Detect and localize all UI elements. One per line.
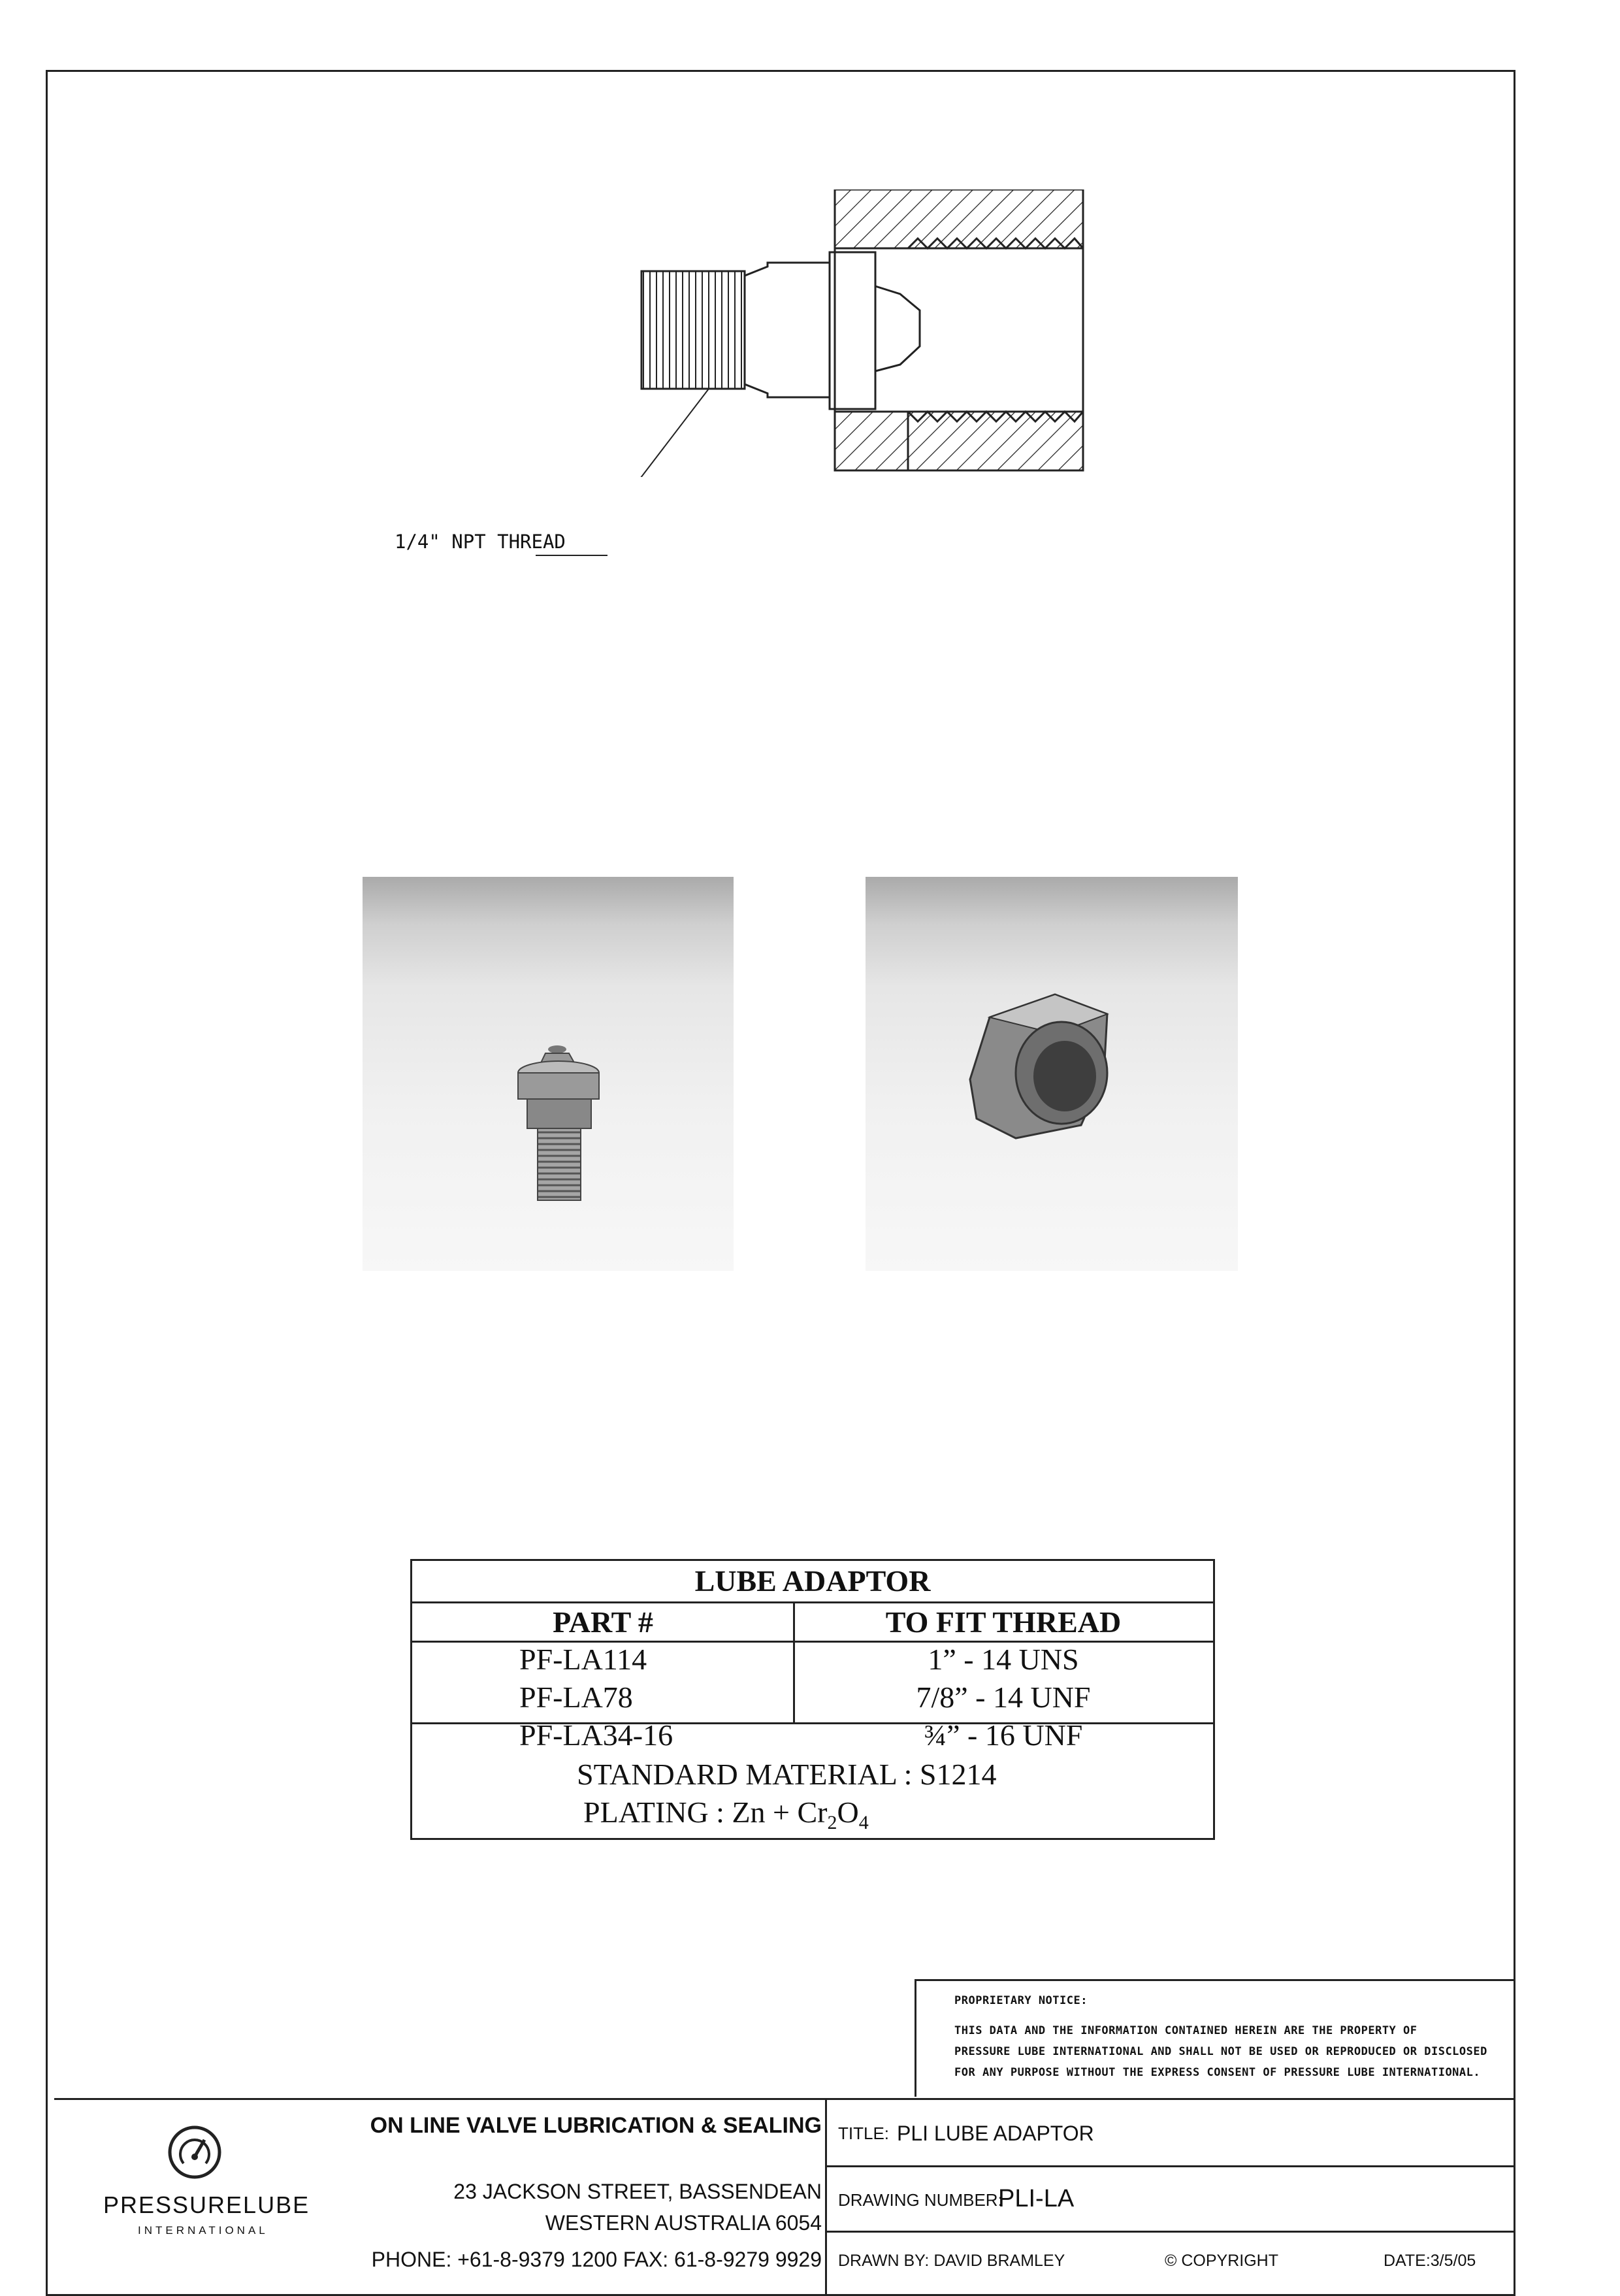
notice-line: PRESSURE LUBE INTERNATIONAL AND SHALL NOT BE USED OR REPRODUCED OR DISCLOSED	[954, 2045, 1487, 2058]
header-thread: TO FIT THREAD	[885, 1605, 1122, 1639]
part-cell: PF-LA114	[519, 1643, 647, 1676]
thread-callout: 1/4" NPT THREAD	[395, 531, 566, 553]
thread-cell: 7/8” - 14 UNF	[916, 1681, 1091, 1714]
pressure-gauge-icon	[165, 2123, 224, 2182]
thread-cell: ¾” - 16 UNF	[924, 1718, 1083, 1752]
notice-heading: PROPRIETARY NOTICE:	[954, 1994, 1088, 2007]
drawing-date: DATE:3/5/05	[1384, 2252, 1476, 2270]
title-block-divider	[825, 2100, 827, 2296]
part-cell: PF-LA34-16	[519, 1718, 673, 1752]
drawing-number-label: DRAWING NUMBER:	[838, 2190, 1003, 2210]
company-address1: 23 JACKSON STREET, BASSENDEAN	[453, 2180, 822, 2203]
logo-subtitle: INTERNATIONAL	[138, 2224, 268, 2237]
company-division: ON LINE VALVE LUBRICATION & SEALING	[370, 2113, 822, 2138]
proprietary-notice	[915, 1979, 1515, 2097]
drawing-number-row-line	[825, 2231, 1515, 2233]
notice-line: FOR ANY PURPOSE WITHOUT THE EXPRESS CONSENT OF PRESSURE LUBE INTERNATIONAL.	[954, 2066, 1481, 2079]
title-label: TITLE:	[838, 2124, 890, 2143]
spec-table	[410, 1559, 1215, 1840]
company-contact: PHONE: +61-8-9379 1200 FAX: 61-8-9279 9929	[371, 2248, 822, 2271]
photo-hex-nut	[866, 877, 1238, 1271]
adaptor-section-drawing	[627, 189, 1097, 477]
copyright: © COPYRIGHT	[1165, 2252, 1278, 2270]
title-row-line	[825, 2165, 1515, 2167]
title-block	[54, 2098, 1515, 2296]
standard-material: STANDARD MATERIAL : S1214	[577, 1758, 997, 1791]
spec-body	[412, 1641, 1213, 1752]
drawn-by: DRAWN BY: DAVID BRAMLEY	[838, 2252, 1065, 2270]
thread-cell: 1” - 14 UNS	[928, 1643, 1079, 1676]
spec-header-row	[412, 1601, 1213, 1643]
drawing-number-value: PLI-LA	[998, 2185, 1075, 2212]
plating: PLATING : $Zn + Cr_2O_4$	[583, 1796, 869, 1834]
title-value: PLI LUBE ADAPTOR	[897, 2122, 1094, 2145]
header-part: PART #	[553, 1605, 653, 1639]
notice-line: THIS DATA AND THE INFORMATION CONTAINED HEREIN ARE THE PROPERTY OF	[954, 2024, 1418, 2037]
spec-title-row	[412, 1561, 1213, 1603]
logo-name: PRESSURELUBE	[103, 2191, 310, 2218]
part-cell: PF-LA78	[519, 1681, 633, 1714]
photo-lube-adaptor	[363, 877, 734, 1271]
company-address2: WESTERN AUSTRALIA 6054	[545, 2211, 822, 2235]
spec-table-title: LUBE ADAPTOR	[694, 1564, 931, 1598]
